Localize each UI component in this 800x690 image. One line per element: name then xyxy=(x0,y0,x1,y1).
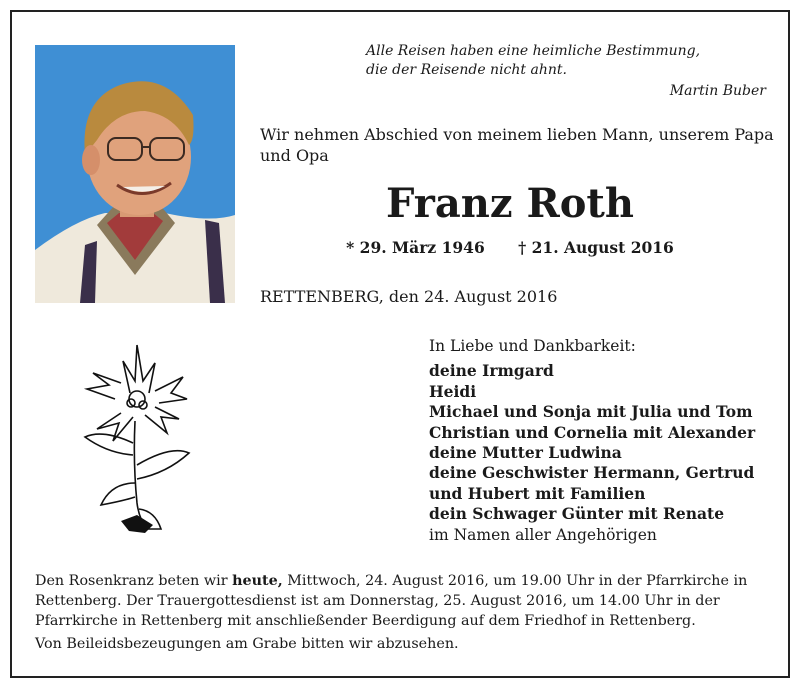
signer-name: deine Mutter Ludwina xyxy=(429,443,622,463)
signers-closing: im Namen aller Angehörigen xyxy=(429,525,657,544)
mourners-list xyxy=(429,336,789,545)
quote-author: Martin Buber xyxy=(669,83,766,99)
edelweiss-icon xyxy=(75,333,200,543)
life-dates xyxy=(260,238,760,257)
service-today: heute, xyxy=(232,573,283,589)
place-and-date: RETTENBERG, den 24. August 2016 xyxy=(260,287,558,306)
signer-name: und Hubert mit Familien xyxy=(429,483,646,503)
signer-name: Heidi xyxy=(429,381,477,401)
portrait-photo xyxy=(35,45,235,303)
death-date: † 21. August 2016 xyxy=(518,238,674,257)
signer-name: Michael und Sonja mit Julia und Tom xyxy=(429,402,753,422)
epigraph-quote xyxy=(366,42,766,101)
service-text-rest: Mittwoch, 24. August 2016, um 19.00 Uhr in der Pfarrkirche in Rettenberg. Der Trauergottesdienst ist am Donnerstag, 25. August 2016, um 14.00 Uhr in der Pfarrkirche in Rettenberg mit anschließender Beerdigung auf dem Friedhof in Rettenberg. xyxy=(35,573,748,629)
service-details xyxy=(35,571,775,631)
service-text-start: Den Rosenkranz beten wir xyxy=(35,573,233,589)
quote-line-2: die der Reisende nicht ahnt. xyxy=(366,62,567,78)
condolence-note: Von Beileidsbezeugungen am Grabe bitten wir abzusehen. xyxy=(35,636,459,652)
signer-name: deine Irmgard xyxy=(429,361,554,381)
portrait-illustration xyxy=(35,45,235,303)
deceased-name: Franz Roth xyxy=(386,180,634,227)
signer-name: deine Geschwister Hermann, Gertrud xyxy=(429,463,755,483)
quote-line-1: Alle Reisen haben eine heimliche Bestimmung, xyxy=(366,43,701,59)
service-information xyxy=(35,571,775,654)
farewell-intro: Wir nehmen Abschied von meinem lieben Mann, unserem Papa und Opa xyxy=(260,125,774,165)
birth-date: * 29. März 1946 xyxy=(346,238,485,257)
signer-name: dein Schwager Günter mit Renate xyxy=(429,504,725,524)
signer-name: Christian und Cornelia mit Alexander xyxy=(429,422,756,442)
signers-lead: In Liebe und Dankbarkeit: xyxy=(429,337,636,355)
